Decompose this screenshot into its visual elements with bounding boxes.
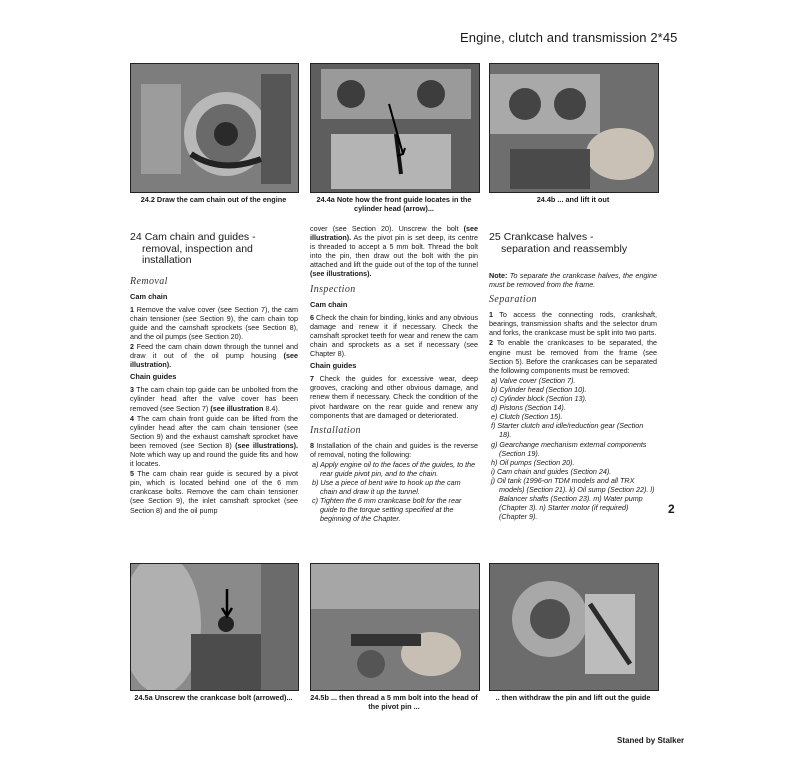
- caption-24-5b: 24.5b ... then thread a 5 mm bolt into the head of the pivot pin ...: [310, 693, 478, 711]
- paragraph-number: 2: [130, 341, 134, 351]
- engine-photo-image: [490, 564, 658, 690]
- photo-24-5c: [489, 563, 659, 691]
- photo-24-5a: [130, 563, 299, 691]
- note-label: Note:: [489, 271, 508, 280]
- paragraph-number: 1: [489, 310, 493, 320]
- caption-24-5a: 24.5a Unscrew the crankcase bolt (arrowed)...: [134, 693, 293, 702]
- installation-notes-list: [310, 460, 478, 524]
- paragraph-text: Feed the cam chain down through the tunnel and draw it out of the oil pump housing: [130, 341, 298, 361]
- list-item: c) Cylinder block (Section 13).: [491, 394, 587, 404]
- section-24-title: [130, 232, 298, 267]
- chain-guides-heading: Chain guides: [310, 361, 357, 371]
- illustration-ref: (see illustrations).: [310, 269, 372, 279]
- photo-24-2: [130, 63, 299, 193]
- section-25-title: [489, 232, 657, 255]
- photo-24-4a: [310, 63, 480, 193]
- paragraph-number: 2: [489, 338, 493, 348]
- photo-24-4b: [489, 63, 659, 193]
- installation-heading: Installation: [310, 424, 361, 436]
- column-1: [130, 232, 298, 516]
- list-item: j) Oil tank (1996-on TDM models and all TRX models) (Section 21). k) Oil sump (Section 22). l) Balancer shafts (Section 23). m) Water pump (Chapter 3). n) Starter motor (if required) (Chapter 9).: [491, 475, 655, 522]
- caption-24-5c: .. then withdraw the pin and lift out the guide: [495, 693, 651, 702]
- section-24-title-line1: Cam chain and guides -: [144, 231, 256, 243]
- paragraph-text: As the pivot pin is set deep, its centre is threaded to accept a 5 mm bolt. Thread the bolt into the pin, then draw out the bolt with the pin attached and lift the guide out of the top of the tunnel: [310, 233, 478, 270]
- chapter-tab-number: 2: [668, 502, 675, 516]
- paragraph-text: The cam chain front guide can be lifted from the cylinder head after the cam chain tensioner (see Section 9) and the exhaust camshaft sprocket have been removed (see Section 8): [130, 413, 298, 450]
- list-item: i) Cam chain and guides (Section 24).: [491, 466, 612, 476]
- engine-photo-image: [311, 64, 479, 192]
- paragraph-5: [130, 469, 298, 514]
- paragraph-text-tail: Note which way up and round the guide fits and how it locates.: [130, 450, 298, 469]
- paragraph-number: 1: [130, 304, 134, 314]
- paragraph-text: To enable the crankcases to be separated, the engine must be removed from the frame (see Section 5). Before the crankcases can be separated the following components must be removed:: [489, 338, 657, 375]
- paragraph-text: Installation of the chain and guides is the reverse of removal, noting the following:: [310, 440, 478, 459]
- illustration-ref: (see illustrations).: [235, 440, 298, 450]
- paragraph-5-continued: [310, 224, 478, 279]
- components-list: [489, 376, 657, 522]
- list-item: c) Tighten the 6 mm crankcase bolt for the rear guide to the torque setting specified at the beginning of the Chapter.: [312, 496, 462, 524]
- paragraph-text: Check the chain for binding, kinks and any obvious damage and renew it if necessary. Check the camshaft sprocket teeth for wear and renew the cam chain and sprockets as a set if necessary (see Chapter 8).: [310, 312, 479, 359]
- section-25-title-line2: separation and reassembly: [501, 242, 628, 255]
- section-25-number: 25: [489, 231, 501, 243]
- photo-24-5b: [310, 563, 480, 691]
- list-item: b) Use a piece of bent wire to hook up the cam chain and draw it up the tunnel.: [312, 478, 461, 497]
- caption-24-4b: 24.4b ... and lift it out: [536, 195, 610, 204]
- paragraph-text: The cam chain rear guide is secured by a pivot pin, which is located behind one of the 6 mm crankcase bolts. Remove the cam chain tensioner (see Section 9), the inlet camshaft sprocket (see Section 8) and the oil pump: [130, 469, 298, 515]
- paragraph-2: [130, 342, 298, 369]
- paragraph-number: 4: [130, 413, 134, 423]
- paragraph-1: [489, 310, 657, 337]
- paragraph-text: Check the guides for excessive wear, deep grooves, cracking and other obvious damage, and renew them if necessary. Check the condition of the pivot hardware on the rear guide and renew any components that are damaged or deteriorated.: [310, 374, 479, 420]
- section-24-number: 24: [130, 231, 142, 243]
- cam-chain-heading: Cam chain: [310, 299, 348, 309]
- paragraph-8: [310, 441, 478, 459]
- paragraph-1: [130, 305, 298, 341]
- paragraph-text-tail: 8.4).: [265, 403, 280, 413]
- caption-24-4a: 24.4a Note how the front guide locates in the cylinder head (arrow)...: [316, 195, 472, 213]
- list-item: a) Valve cover (Section 7).: [491, 375, 576, 385]
- paragraph-3: [130, 385, 298, 412]
- section-24-title-line3: installation: [142, 254, 192, 266]
- footer-credit: Staned by Stalker: [617, 736, 685, 745]
- paragraph-text: To access the connecting rods, crankshaft, bearings, transmission shafts and the selector drum and forks, the crankcase must be split into two parts.: [489, 310, 657, 338]
- removal-heading: Removal: [130, 275, 168, 287]
- section-24-title-line2: removal, inspection and: [142, 242, 253, 255]
- paragraph-number: 5: [130, 469, 134, 479]
- inspection-heading: Inspection: [310, 283, 356, 295]
- engine-photo-image: [490, 64, 658, 192]
- engine-photo-image: [131, 564, 298, 690]
- illustration-ref: (see illustration: [210, 403, 264, 413]
- illustration-ref: (see illustration).: [310, 224, 479, 243]
- column-2: [310, 224, 478, 524]
- section-25-title-line1: Crankcase halves -: [503, 231, 594, 243]
- paragraph-number: 8: [310, 440, 314, 450]
- paragraph-2: [489, 338, 657, 374]
- note-text: To separate the crankcase halves, the engine must be removed from the frame.: [489, 271, 657, 290]
- list-item: b) Cylinder head (Section 10).: [491, 384, 587, 394]
- chain-guides-heading: Chain guides: [130, 372, 177, 382]
- paragraph-6: [310, 313, 478, 358]
- column-3: [489, 232, 657, 521]
- paragraph-4: [130, 414, 298, 469]
- paragraph-7: [310, 374, 478, 419]
- paragraph-number: 7: [310, 374, 314, 384]
- cam-chain-heading: Cam chain: [130, 291, 168, 301]
- list-item: f) Starter clutch and idle/reduction gear (Section 18).: [491, 421, 644, 440]
- paragraph-text: cover (see Section 20). Unscrew the bolt: [310, 224, 459, 233]
- paragraph-text: The cam chain top guide can be unbolted from the cylinder head after the valve cover has been removed (see Section 7): [130, 385, 298, 413]
- separation-heading: Separation: [489, 294, 537, 306]
- list-item: g) Gearchange mechanism external components (Section 19).: [491, 439, 647, 458]
- note-paragraph: [489, 271, 657, 289]
- caption-24-2: 24.2 Draw the cam chain out of the engine: [140, 195, 287, 204]
- illustration-ref: (see illustration).: [130, 351, 298, 370]
- page-header: Engine, clutch and transmission 2*45: [460, 30, 678, 45]
- engine-photo-image: [131, 64, 298, 192]
- paragraph-text: Remove the valve cover (see Section 7), the cam chain tensioner (see Section 9), the cam chain top guide and the camshaft sprockets (see Section 8), and the oil pumps (see Section 20).: [130, 304, 299, 341]
- list-item: d) Pistons (Section 14).: [491, 403, 566, 413]
- paragraph-number: 3: [130, 385, 134, 395]
- engine-photo-image: [311, 564, 479, 690]
- list-item: h) Oil pumps (Section 20).: [491, 457, 575, 467]
- paragraph-number: 6: [310, 312, 314, 322]
- list-item: a) Apply engine oil to the faces of the guides, to the rear guide pivot pin, and to the chain.: [312, 459, 476, 478]
- list-item: e) Clutch (Section 15).: [491, 412, 563, 422]
